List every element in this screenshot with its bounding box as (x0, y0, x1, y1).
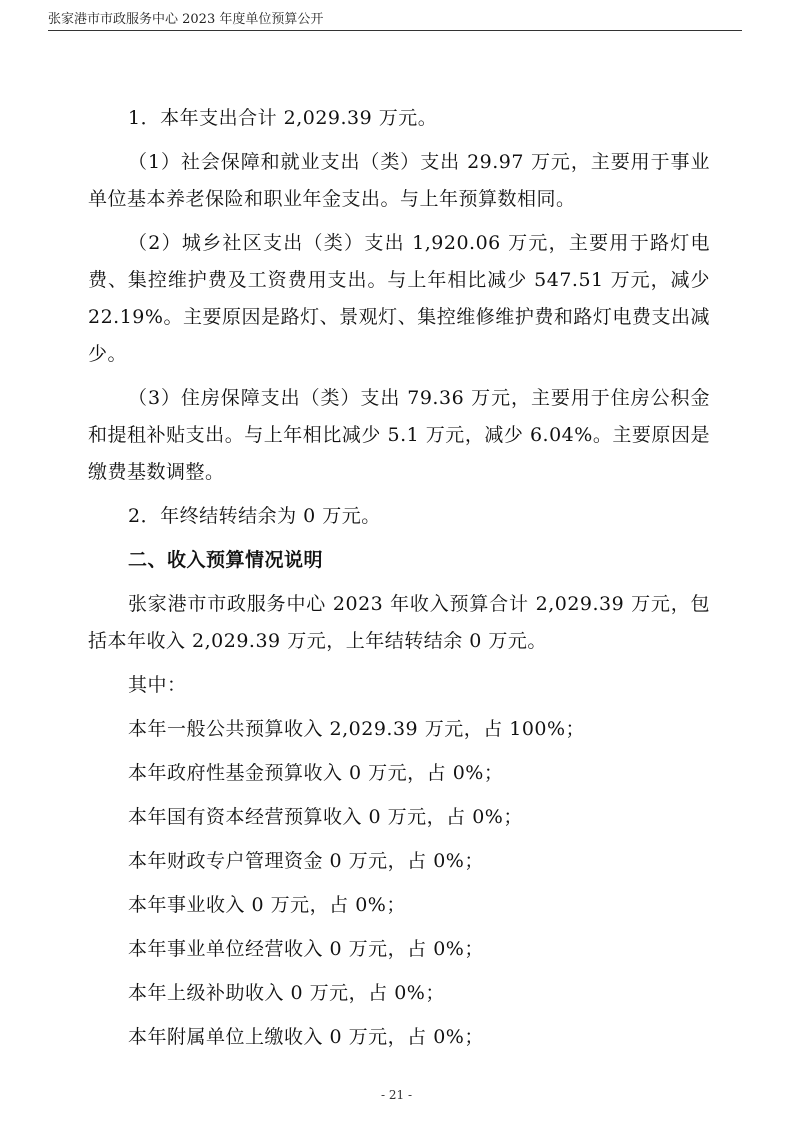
list-item: 本年政府性基金预算收入 0 万元，占 0%； (128, 762, 504, 784)
paragraph-social-security: （1）社会保障和就业支出（类）支出 29.97 万元，主要用于事业单位基本养老保险和职业年金支出。与上年预算数相同。 (88, 151, 710, 210)
list-item: 本年财政专户管理资金 0 万元，占 0%； (128, 850, 484, 872)
section-heading-income: 二、收入预算情况说明 (128, 549, 324, 571)
paragraph-among: 其中： (128, 674, 187, 696)
list-item: 本年上级补助收入 0 万元，占 0%； (128, 982, 445, 1004)
header-divider (48, 30, 742, 31)
paragraph-housing: （3）住房保障支出（类）支出 79.36 万元，主要用于住房公积金和提租补贴支出。与上年相比减少 5.1 万元，减少 6.04%。主要原因是缴费基数调整。 (88, 387, 710, 483)
list-item: 本年事业收入 0 万元，占 0%； (128, 894, 406, 916)
document-body (88, 100, 710, 1056)
paragraph-carryover: 2．年终结转结余为 0 万元。 (128, 505, 381, 527)
list-item: 本年附属单位上缴收入 0 万元，占 0%； (128, 1026, 484, 1048)
page-header: 张家港市市政服务中心 2023 年度单位预算公开 (48, 12, 324, 27)
list-item: 本年事业单位经营收入 0 万元，占 0%； (128, 938, 484, 960)
paragraph-urban-rural: （2）城乡社区支出（类）支出 1,920.06 万元，主要用于路灯电费、集控维护费及工资费用支出。与上年相比减少 547.51 万元，减少 22.19%。主要原因是路灯、景观灯、集控维修维护费和路灯电费支出减少。 (88, 232, 710, 365)
list-item: 本年一般公共预算收入 2,029.39 万元，占 100%； (128, 718, 586, 740)
paragraph-total-expenditure: 1．本年支出合计 2,029.39 万元。 (128, 107, 438, 129)
page-number: - 21 - (380, 1088, 412, 1102)
list-item: 本年国有资本经营预算收入 0 万元，占 0%； (128, 806, 523, 828)
paragraph-income-total: 张家港市市政服务中心 2023 年收入预算合计 2,029.39 万元，包括本年收入 2,029.39 万元，上年结转结余 0 万元。 (88, 593, 710, 652)
